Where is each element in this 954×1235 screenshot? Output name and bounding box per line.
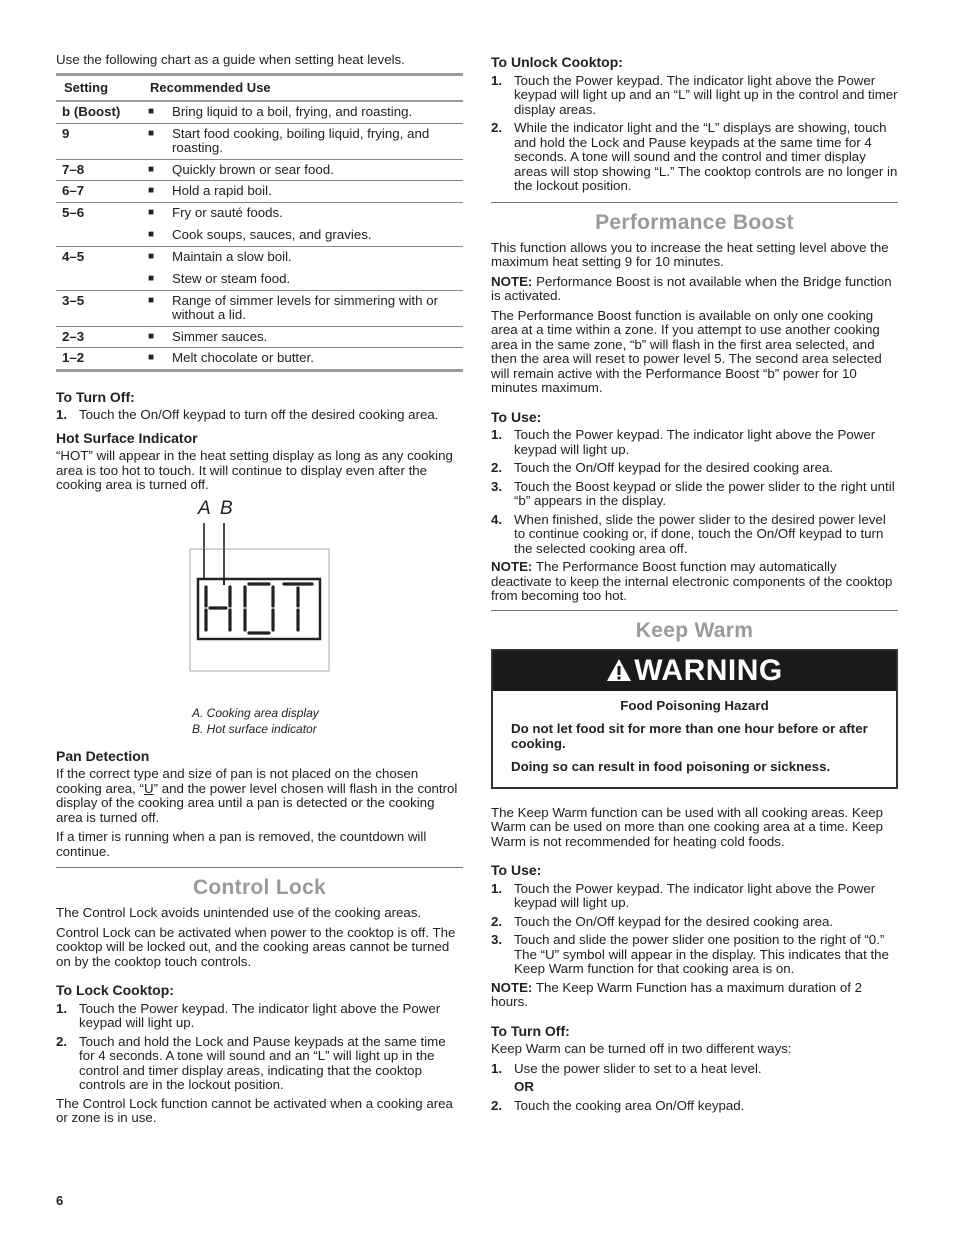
warning-triangle-icon [606, 658, 632, 682]
list-item: 1. Touch the On/Off keypad to turn off the desired cooking area. [56, 407, 439, 422]
square-bullet-icon: ■ [148, 163, 155, 175]
table-cell-setting: 3–5 [56, 290, 142, 326]
keep-warm-p1: The Keep Warm function can be used with all cooking areas. Keep Warm can be used on more than one cooking area at a time. Keep Warm is not recommended for heating cold foods. [491, 804, 883, 849]
square-bullet-icon: ■ [148, 229, 155, 240]
use-line [148, 206, 463, 221]
use-line [148, 330, 463, 345]
performance-boost-title: Performance Boost [595, 210, 794, 234]
square-bullet-icon: ■ [148, 127, 155, 139]
lock-cooktop-heading: To Lock Cooktop: [56, 982, 174, 998]
use-line [148, 250, 463, 265]
table-cell-setting: 2–3 [56, 326, 142, 348]
or-label: OR [514, 1079, 534, 1094]
use-text: Simmer sauces. [172, 328, 268, 344]
warm-use-heading: To Use: [491, 862, 542, 878]
square-bullet-icon: ■ [148, 273, 155, 284]
table-row [56, 159, 463, 181]
table-cell-use [142, 348, 463, 371]
table-cell-setting: b (Boost) [56, 101, 142, 123]
table-cell-setting: 1–2 [56, 348, 142, 371]
use-text: Cook soups, sauces, and gravies. [172, 227, 372, 242]
table-header-setting: Setting [56, 74, 142, 101]
table-cell-setting: 5–6 [56, 202, 142, 246]
list-item: 1. Use the power slider to set to a heat level. [491, 1060, 762, 1076]
square-bullet-icon: ■ [148, 330, 155, 342]
table-cell-use [142, 202, 463, 246]
table-row [56, 290, 463, 326]
warm-turn-off-steps [491, 1062, 898, 1077]
warm-turn-off-steps-2 [491, 1099, 898, 1114]
table-cell-setting: 4–5 [56, 246, 142, 290]
use-line [148, 351, 463, 366]
section-divider [491, 202, 898, 203]
use-text: Stew or steam food. [172, 271, 291, 286]
warning-box [491, 649, 898, 789]
table-cell-use [142, 159, 463, 181]
pan-detection-text-2: If a timer is running when a pan is removed, the countdown will continue. [56, 829, 427, 859]
boost-note-1: NOTE: Performance Boost is not available when the Bridge function is activated. [491, 273, 892, 303]
use-text: Range of simmer levels for simmering with or without a lid. [172, 292, 439, 322]
table-row [56, 123, 463, 159]
control-lock-p2: Control Lock can be activated when power to the cooktop is off. The cooktop will be locked out, and the cooking areas cannot be turned on by the cooktop touch controls. [56, 924, 456, 969]
square-bullet-icon: ■ [148, 185, 155, 196]
heat-table-body [56, 101, 463, 370]
use-text: Hold a rapid boil. [172, 183, 272, 198]
table-row [56, 326, 463, 348]
page-number: 6 [56, 1193, 64, 1208]
list-item: 3. Touch the Boost keypad or slide the power slider to the right until “b” appears in the display. [491, 478, 895, 508]
boost-p1: This function allows you to increase the heat setting level above the maximum heat setting 9 for 10 minutes. [491, 239, 889, 269]
table-row [56, 348, 463, 371]
table-cell-use [142, 181, 463, 203]
table-header-use: Recommended Use [142, 74, 463, 101]
list-item: 1. Touch the Power keypad. The indicator light above the Power keypad will light up. [491, 880, 876, 910]
warm-turn-off-intro: Keep Warm can be turned off in two different ways: [491, 1041, 792, 1056]
lock-steps [56, 1002, 463, 1093]
table-row [56, 101, 463, 123]
table-cell-use [142, 246, 463, 290]
use-line [148, 105, 463, 120]
section-divider [56, 867, 463, 868]
chart-intro: Use the following chart as a guide when setting heat levels. [56, 52, 405, 67]
boost-use-heading: To Use: [491, 408, 542, 425]
list-item: 3. Touch and slide the power slider one position to the right of “0.” The “U” symbol will appear in the display. This indicates that the Keep Warm function for that cooking area is on. [491, 932, 889, 976]
square-bullet-icon: ■ [148, 250, 155, 262]
warning-header [493, 651, 896, 691]
warning-hazard: Food Poisoning Hazard [620, 697, 769, 713]
use-text: Fry or sauté foods. [172, 204, 283, 220]
boost-note-2: NOTE: The Performance Boost function may automatically deactivate to keep the internal electronic components of the cooktop from becoming too hot. [491, 559, 893, 603]
table-cell-setting: 9 [56, 123, 142, 159]
use-line [148, 184, 463, 199]
lock-note: The Control Lock function cannot be activated when a cooking area or zone is in use. [56, 1095, 453, 1125]
pan-detection-heading: Pan Detection [56, 747, 150, 764]
square-bullet-icon: ■ [148, 106, 155, 117]
left-column [56, 53, 463, 1131]
heat-level-table [56, 73, 463, 372]
label-a: A [198, 497, 211, 519]
control-lock-title: Control Lock [192, 876, 327, 899]
boost-p2: The Performance Boost function is available on only one cooking area at a time within a zone. If you attempt to use another cooking area in the same zone, “b” will flash in the first area selected, and then the area will reset to power level 5. The second area selected will remain active with the Performance Boost “b” power for 10 minutes maximum. [491, 307, 882, 395]
table-cell-setting: 7–8 [56, 159, 142, 181]
hot-display-diagram [56, 499, 463, 717]
list-item: 4. When finished, slide the power slider to the desired power level to continue cooking or, if done, touch the On/Off keypad to turn the selected cooking area off. [491, 511, 886, 556]
warm-turn-off-heading: To Turn Off: [491, 1022, 570, 1039]
pan-detection-text-1: If the correct type and size of pan is not placed on the chosen cooking area, “U” and the power level chosen will flash in the control display of the cooking area until a pan is detected or the cooking area is turned off. [56, 766, 458, 825]
label-b: B [220, 497, 233, 519]
keep-warm-title: Keep Warm [635, 618, 754, 642]
use-text: Maintain a slow boil. [172, 248, 292, 264]
list-item: 2. Touch the cooking area On/Off keypad. [491, 1097, 745, 1113]
table-cell-use [142, 326, 463, 348]
use-line [148, 163, 463, 178]
use-text: Bring liquid to a boil, frying, and roasting. [172, 104, 413, 119]
unlock-cooktop-heading: To Unlock Cooktop: [491, 54, 623, 70]
list-item: 2. While the indicator light and the “L” displays are showing, touch and hold the Lock and Pause keypads at the same time for 4 seconds. A tone will sound and the control and timer display areas will stop showing “L.” The cooktop controls are no longer in the lockout position. [491, 120, 898, 193]
warning-title: WARNING [634, 653, 783, 687]
use-text: Melt chocolate or butter. [172, 350, 314, 365]
list-item: 2. Touch the On/Off keypad for the desired cooking area. [491, 913, 834, 929]
use-line [148, 127, 463, 156]
hot-surface-text: “HOT” will appear in the heat setting display as long as any cooking area is too hot to touch. It will continue to display even after the cooking area is turned off. [56, 448, 453, 492]
table-cell-use [142, 290, 463, 326]
square-bullet-icon: ■ [148, 206, 155, 218]
turn-off-steps [56, 408, 463, 423]
list-item: 1. Touch the Power keypad. The indicator light above the Power keypad will light up. [491, 427, 876, 457]
hot-display-icon [186, 519, 336, 697]
figure-caption-a: A. Cooking area display [192, 705, 319, 720]
warning-body [493, 691, 896, 787]
table-cell-use [142, 101, 463, 123]
control-lock-p1: The Control Lock avoids unintended use of the cooking areas. [56, 905, 422, 920]
section-divider [491, 610, 898, 611]
warning-line-2: Doing so can result in food poisoning or sickness. [511, 759, 831, 774]
use-text: Quickly brown or sear food. [172, 161, 334, 177]
unlock-steps [491, 74, 898, 194]
hot-surface-heading: Hot Surface Indicator [56, 429, 198, 446]
use-line [148, 272, 463, 287]
list-item: 2. Touch the On/Off keypad for the desired cooking area. [491, 460, 834, 475]
use-line [148, 228, 463, 243]
warning-line-1: Do not let food sit for more than one hour before or after cooking. [511, 721, 868, 751]
use-text: Start food cooking, boiling liquid, frying, and roasting. [172, 125, 430, 155]
table-row [56, 202, 463, 246]
figure-caption-b: B. Hot surface indicator [192, 721, 317, 736]
table-row [56, 246, 463, 290]
square-bullet-icon: ■ [148, 352, 155, 363]
right-column [491, 53, 898, 1117]
square-bullet-icon: ■ [148, 294, 155, 306]
warm-note: NOTE: The Keep Warm Function has a maximum duration of 2 hours. [491, 979, 862, 1009]
list-item: 1. Touch the Power keypad. The indicator light above the Power keypad will light up and an “L” will light up in the control and timer display areas. [491, 72, 898, 117]
list-item: 2. Touch and hold the Lock and Pause keypads at the same time for 4 seconds. A tone will sound and an “L” will light up in the control and timer display areas, indicating that the cooktop controls are in the lockout position. [56, 1033, 446, 1092]
table-cell-use [142, 123, 463, 159]
table-cell-setting: 6–7 [56, 181, 142, 203]
table-row [56, 181, 463, 203]
warm-steps [491, 882, 898, 977]
list-item: 1. Touch the Power keypad. The indicator light above the Power keypad will light up. [56, 1000, 441, 1030]
boost-steps [491, 428, 898, 556]
use-line [148, 294, 463, 323]
turn-off-heading: To Turn Off: [56, 388, 135, 405]
